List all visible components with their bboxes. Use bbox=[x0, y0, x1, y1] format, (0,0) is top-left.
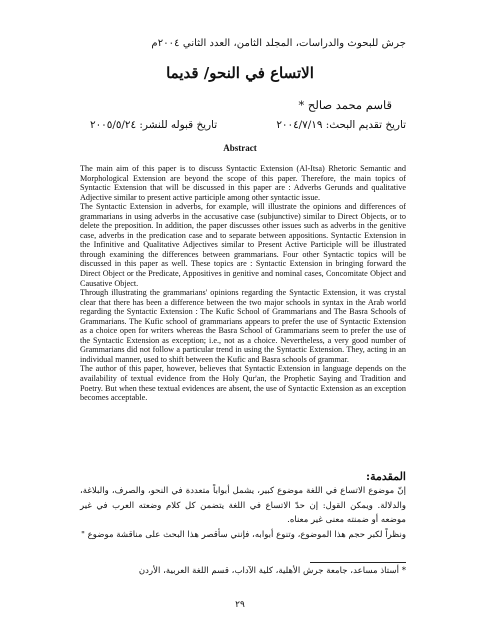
footnote-marker: * bbox=[401, 566, 406, 576]
author-footnote-marker: * bbox=[298, 98, 305, 112]
abstract-heading: Abstract bbox=[223, 143, 257, 153]
abstract-paragraph: The Syntactic Extension in adverbs, for example, will illustrate the opinions and differences of grammarians in using adverbs in the accusative case (subjunctive) similar to Direct Objects, or to delete the preposition. In addition, the paper discusses other issues such as adverbs in the genitive case, adverbs in the predication case and to separate between appositions. Syntactic Extension in the Infinitive and Qualitative Adjectives similar to Present Active Participle will be illustrated through examining the differences between grammarians. Four other Syntactic topics will be discussed in this paper as well. These topics are : Syntactic Extension in bringing forward the Direct Object or the Predicate, Appositives in genitive and nominal cases, Concomitate Object and Causative Object. bbox=[80, 202, 406, 288]
intro-heading: المقدمة: bbox=[366, 470, 406, 483]
intro-paragraph: ونظراً لكبر حجم هذا الموضوع، وتنوع أبوابه، فإنني سأقصر هذا البحث على مناقشة موضوع " bbox=[80, 529, 406, 540]
abstract-body bbox=[80, 164, 406, 403]
abstract-paragraph: The author of this paper, however, believes that Syntactic Extension in language depends on the availability of textual evidence from the Holy Qur'an, the Prophetic Saying and Tradition and Poetry. But when these textual evidences are absent, the use of Syntactic Extension as an exception becomes acceptable. bbox=[80, 364, 406, 403]
acceptance-date: تاريخ قبوله للنشر: ٢٠٠٥/٥/٢٤ bbox=[90, 119, 218, 131]
footnote-text: أستاذ مساعد، جامعة جرش الأهلية، كلية الآداب، قسم اللغة العربية، الأردن bbox=[138, 566, 399, 576]
intro-body bbox=[80, 484, 406, 542]
abstract-paragraph: The main aim of this paper is to discuss Syntactic Extension (Al-Itsa) Rhetoric Semantic and Morphological Extension are beyond the scope of this paper. Therefore, the main topics of Syntactic Extension that will be discussed in this paper are : Adverbs Gerunds and qualitative Adjective similar to present active participle among other syntactic issue. bbox=[80, 164, 406, 202]
abstract-paragraph: Through illustrating the grammarians' opinions regarding the Syntactic Extension, it was crystal clear that there has been a difference between the two major schools in syntax in the Arab world regarding the Syntactic Extension : The Kufic School of Grammarians and The Basra Schools of Grammarians. The Kufic school of grammarians appears to prefer the use of Syntactic Extension as a choice open for writers whereas the Basra School of Grammarians seem to prefer the use of the Syntactic Extension as exception; i.e., not as a choice. Nevertheless, a very good number of Grammarians did not follow a particular trend in using the Syntactic Extension. They, acting in an individual manner, used to shift between the Kufic and Basra schools of grammar. bbox=[80, 288, 406, 364]
author-name: قاسم محمد صالح bbox=[307, 98, 392, 112]
intro-paragraph: إنّ موضوع الاتساع في اللغة موضوع كبير، يشمل أبواباً متعددة في النحو، والصرف، والبلاغة، والدلالة. ويمكن القول: إن حدّ الاتساع في اللغة يتضمن كل كلام وضعته العرب في غير موضعه أو ضمنته معنى غير معناه. bbox=[80, 486, 406, 525]
author-line bbox=[80, 98, 392, 112]
submission-date: تاريخ تقديم البحث: ٢٠٠٤/٧/١٩ bbox=[276, 119, 406, 131]
dates-line bbox=[90, 119, 406, 131]
footnote-divider bbox=[310, 562, 406, 563]
journal-header: جرش للبحوث والدراسات، المجلد الثامن، العدد الثاني ٢٠٠٤م bbox=[151, 38, 406, 49]
page-number: ٢٩ bbox=[235, 599, 245, 609]
paper-title: الاتساع في النحو/ قديما bbox=[166, 64, 314, 82]
footnote bbox=[80, 566, 406, 576]
